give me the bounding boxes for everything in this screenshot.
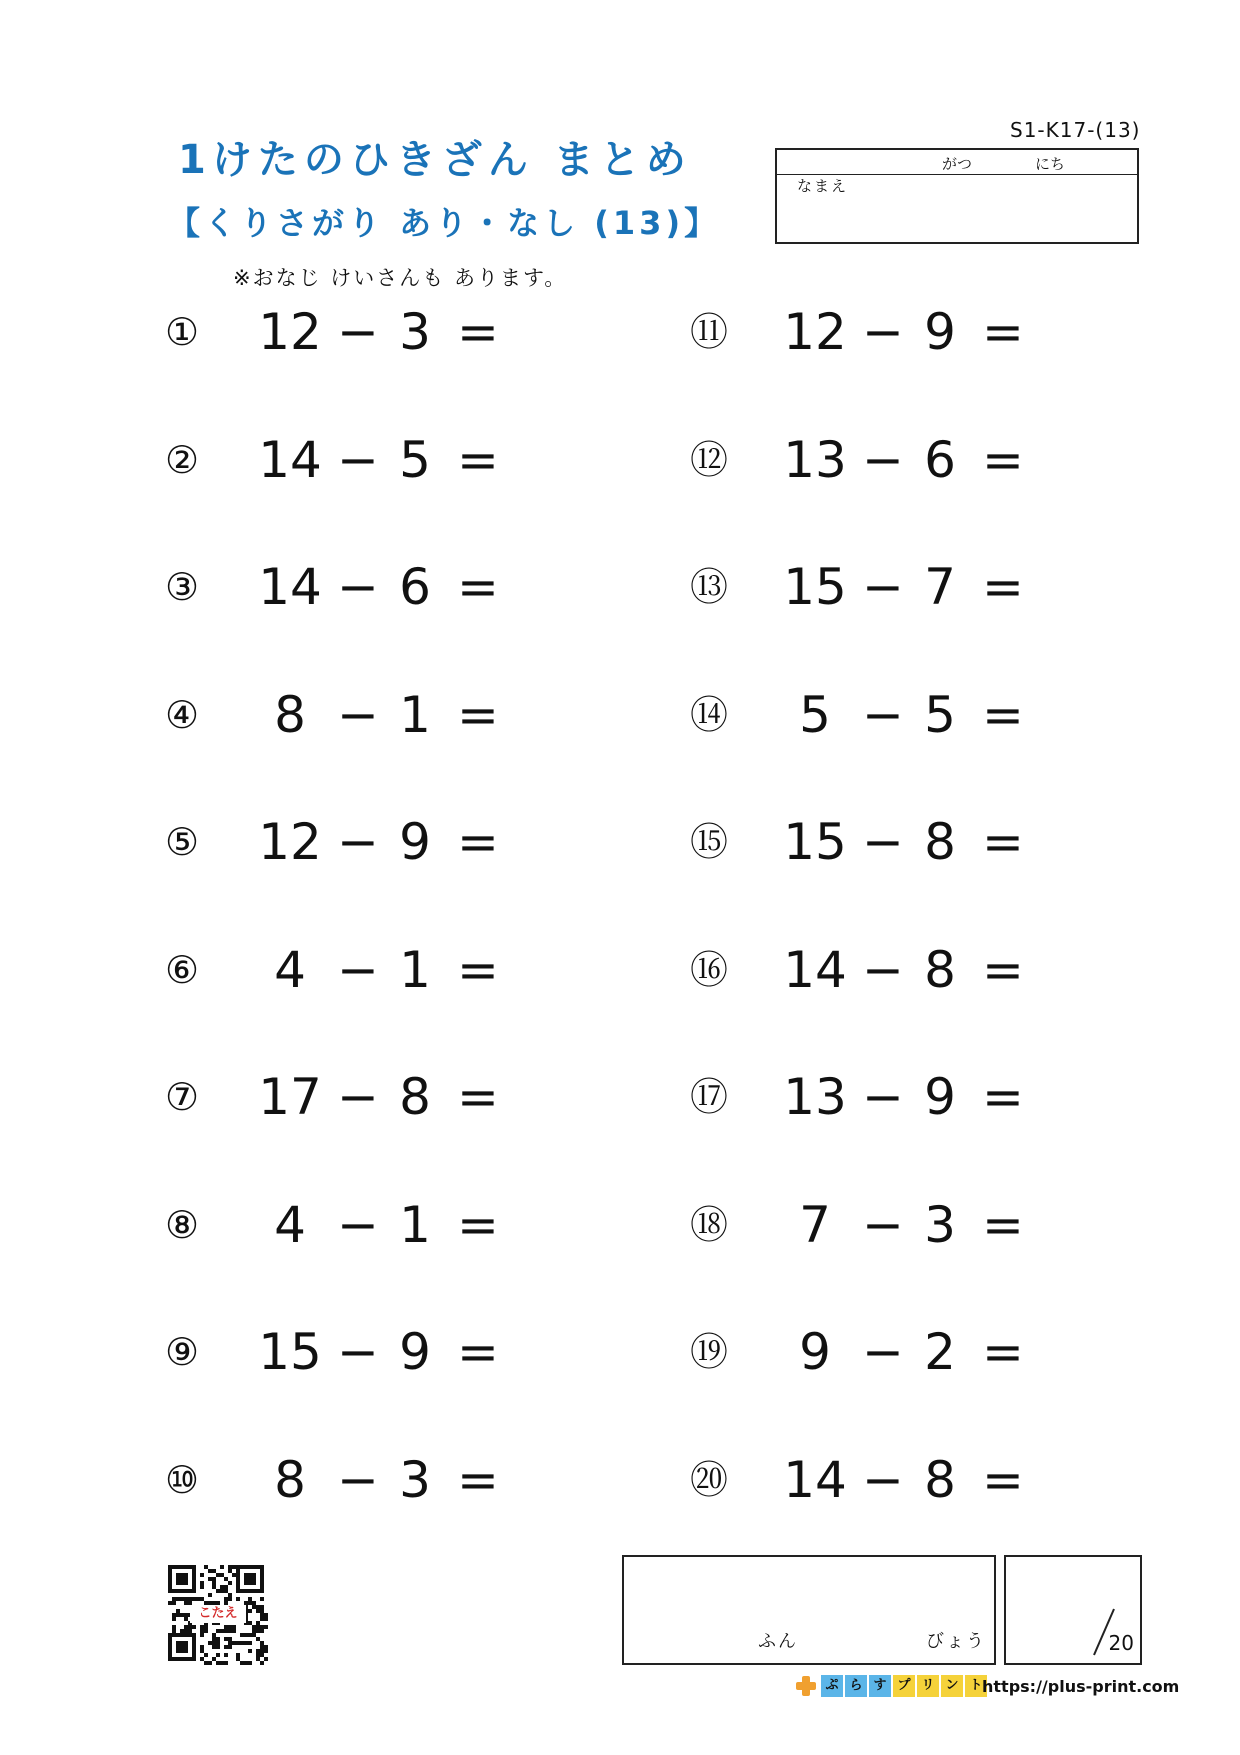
problem-number: ⑥ xyxy=(165,947,200,992)
minus-sign: − xyxy=(862,940,904,999)
problem-number: ⑫ xyxy=(690,437,729,482)
subtrahend: 3 xyxy=(399,1450,431,1509)
equals-sign: = xyxy=(982,558,1024,616)
minuend: 15 xyxy=(783,813,847,871)
minus-sign: − xyxy=(862,303,904,361)
equals-sign: = xyxy=(457,813,499,871)
brand-char: プ xyxy=(893,1675,915,1697)
minus-sign: − xyxy=(337,1068,379,1126)
subtrahend: 8 xyxy=(399,1068,431,1126)
minuend: 4 xyxy=(274,1195,306,1254)
minuend: 12 xyxy=(258,303,322,361)
minus-sign: − xyxy=(337,813,379,871)
subtrahend: 5 xyxy=(924,685,956,744)
problem-2 xyxy=(165,420,685,500)
minuend: 14 xyxy=(258,558,322,616)
equals-sign: = xyxy=(457,940,499,999)
equals-sign: = xyxy=(457,1068,499,1126)
minus-sign: − xyxy=(862,558,904,616)
problem-number: ⑭ xyxy=(690,692,729,737)
minuend: 9 xyxy=(799,1323,831,1381)
equals-sign: = xyxy=(457,558,499,616)
problem-6 xyxy=(165,930,685,1010)
equals-sign: = xyxy=(457,1323,499,1381)
subtrahend: 9 xyxy=(924,303,956,361)
problem-number: ⑱ xyxy=(690,1202,729,1247)
equals-sign: = xyxy=(982,303,1024,361)
equals-sign: = xyxy=(982,1195,1024,1254)
problem-number: ② xyxy=(165,437,200,482)
subtrahend: 8 xyxy=(924,940,956,999)
brand-char: ト xyxy=(965,1675,987,1697)
problem-16 xyxy=(690,930,1210,1010)
score-total: 20 xyxy=(1108,1631,1134,1655)
minuend: 7 xyxy=(799,1195,831,1254)
subtrahend: 6 xyxy=(399,558,431,616)
subtrahend: 8 xyxy=(924,1450,956,1509)
subtrahend: 6 xyxy=(924,430,956,489)
equals-sign: = xyxy=(982,940,1024,999)
minutes-label: ふん xyxy=(758,1631,798,1652)
problem-17 xyxy=(690,1057,1210,1137)
brand-char: リ xyxy=(917,1675,939,1697)
minuend: 15 xyxy=(258,1323,322,1381)
minuend: 13 xyxy=(783,430,847,489)
day-label: にち xyxy=(1035,155,1066,173)
minuend: 17 xyxy=(258,1068,322,1126)
problem-14 xyxy=(690,675,1210,755)
minuend: 5 xyxy=(799,685,831,744)
minus-sign: − xyxy=(862,1450,904,1509)
equals-sign: = xyxy=(982,1323,1024,1381)
minus-sign: − xyxy=(337,1450,379,1509)
minuend: 15 xyxy=(783,558,847,616)
score-box[interactable] xyxy=(1004,1555,1142,1665)
problem-10 xyxy=(165,1440,685,1520)
minuend: 8 xyxy=(274,685,306,744)
equals-sign: = xyxy=(457,1450,499,1509)
subtrahend: 1 xyxy=(399,1195,431,1254)
problem-13 xyxy=(690,547,1210,627)
subtrahend: 1 xyxy=(399,685,431,744)
minuend: 12 xyxy=(258,813,322,871)
equals-sign: = xyxy=(982,1450,1024,1509)
minus-sign: − xyxy=(862,813,904,871)
minus-sign: − xyxy=(337,303,379,361)
problem-number: ⑯ xyxy=(690,947,729,992)
problem-number: ⑰ xyxy=(690,1075,729,1119)
note-text: ※おなじ けいさんも あります。 xyxy=(233,266,568,290)
minus-sign: − xyxy=(862,1068,904,1126)
problem-19 xyxy=(690,1312,1210,1392)
problem-number: ⑧ xyxy=(165,1202,200,1247)
subtrahend: 9 xyxy=(399,1323,431,1381)
equals-sign: = xyxy=(982,1068,1024,1126)
page-subtitle: 【くりさがり あり・なし (13)】 xyxy=(168,204,721,242)
worksheet-code: S1-K17-(13) xyxy=(1010,118,1141,142)
subtrahend: 9 xyxy=(924,1068,956,1126)
month-label: がつ xyxy=(942,155,973,173)
subtrahend: 1 xyxy=(399,940,431,999)
date-row[interactable] xyxy=(777,150,1137,175)
subtrahend: 8 xyxy=(924,813,956,871)
problem-number: ⑪ xyxy=(690,310,729,354)
problem-number: ⑨ xyxy=(165,1330,200,1374)
minus-sign: − xyxy=(337,558,379,616)
problem-number: ⑬ xyxy=(690,565,729,609)
problem-9 xyxy=(165,1312,685,1392)
subtrahend: 3 xyxy=(924,1195,956,1254)
equals-sign: = xyxy=(982,813,1024,871)
site-url[interactable]: https://plus-print.com xyxy=(982,1677,1180,1696)
problem-number: ⑳ xyxy=(690,1457,729,1502)
problem-5 xyxy=(165,802,685,882)
minus-sign: − xyxy=(337,1195,379,1254)
equals-sign: = xyxy=(457,303,499,361)
minuend: 4 xyxy=(274,940,306,999)
subtrahend: 9 xyxy=(399,813,431,871)
minus-sign: − xyxy=(337,1323,379,1381)
name-label: なまえ xyxy=(797,177,849,195)
subtrahend: 7 xyxy=(924,558,956,616)
problem-8 xyxy=(165,1185,685,1265)
minuend: 14 xyxy=(783,1450,847,1509)
problem-20 xyxy=(690,1440,1210,1520)
qr-answer-label: こたえ xyxy=(190,1605,246,1623)
minuend: 12 xyxy=(783,303,847,361)
name-date-box[interactable] xyxy=(775,148,1139,244)
page-title: 1けたのひきざん まとめ xyxy=(178,137,692,183)
minuend: 14 xyxy=(258,430,322,489)
minuend: 8 xyxy=(274,1450,306,1509)
equals-sign: = xyxy=(457,430,499,489)
plus-logo-icon xyxy=(795,1675,817,1697)
brand-char: ぷ xyxy=(821,1675,843,1697)
problem-number: ⑮ xyxy=(690,820,729,864)
subtrahend: 2 xyxy=(924,1323,956,1381)
minus-sign: − xyxy=(337,940,379,999)
problem-12 xyxy=(690,420,1210,500)
problem-3 xyxy=(165,547,685,627)
brand-char: す xyxy=(869,1675,891,1697)
problem-number: ⑤ xyxy=(165,820,200,864)
problem-number: ④ xyxy=(165,692,200,737)
problem-1 xyxy=(165,292,685,372)
equals-sign: = xyxy=(457,685,499,744)
brand-char: ン xyxy=(941,1675,963,1697)
problem-4 xyxy=(165,675,685,755)
seconds-label: びょう xyxy=(926,1631,986,1652)
minus-sign: − xyxy=(337,685,379,744)
problem-18 xyxy=(690,1185,1210,1265)
minus-sign: − xyxy=(337,430,379,489)
problem-7 xyxy=(165,1057,685,1137)
minus-sign: − xyxy=(862,1323,904,1381)
problem-11 xyxy=(690,292,1210,372)
problem-15 xyxy=(690,802,1210,882)
problem-number: ③ xyxy=(165,565,200,609)
minus-sign: − xyxy=(862,430,904,489)
equals-sign: = xyxy=(457,1195,499,1254)
minuend: 14 xyxy=(783,940,847,999)
minuend: 13 xyxy=(783,1068,847,1126)
time-box[interactable] xyxy=(622,1555,996,1665)
problem-number: ① xyxy=(165,310,200,354)
problem-number: ⑦ xyxy=(165,1075,200,1119)
equals-sign: = xyxy=(982,685,1024,744)
minus-sign: − xyxy=(862,685,904,744)
answer-qr-code[interactable] xyxy=(168,1565,268,1665)
equals-sign: = xyxy=(982,430,1024,489)
minus-sign: − xyxy=(862,1195,904,1254)
problem-number: ⑩ xyxy=(165,1457,200,1502)
brand-char: ら xyxy=(845,1675,867,1697)
subtrahend: 5 xyxy=(399,430,431,489)
subtrahend: 3 xyxy=(399,303,431,361)
problem-number: ⑲ xyxy=(690,1330,729,1374)
